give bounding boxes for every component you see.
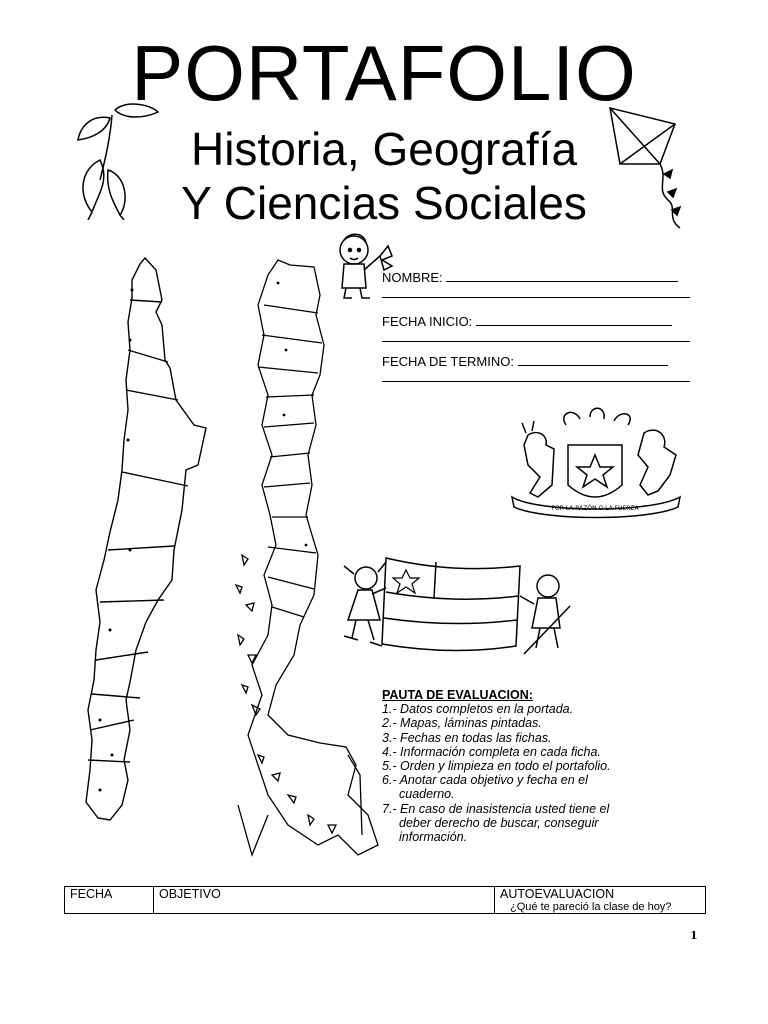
table-header-row xyxy=(65,887,706,914)
fecha-inicio-field[interactable] xyxy=(476,314,672,326)
flower-decoration-icon xyxy=(70,100,165,220)
nombre-field-line-2[interactable] xyxy=(382,297,690,298)
boy-pinwheel-icon xyxy=(332,230,402,302)
col-objetivo: OBJETIVO xyxy=(154,887,495,914)
col-fecha: FECHA xyxy=(65,887,154,914)
pauta-item: 5.- Orden y limpieza en todo el portafolio. xyxy=(382,759,611,774)
fecha-termino-field-line-2[interactable] xyxy=(382,381,690,382)
col-autoevaluacion xyxy=(495,887,706,914)
fecha-termino-label: FECHA DE TERMINO: xyxy=(382,354,514,369)
coat-of-arms-motto: POR LA RAZÓN O LA FUERZA xyxy=(551,505,639,512)
nombre-field[interactable] xyxy=(446,270,678,282)
coat-of-arms-icon xyxy=(498,405,692,523)
pauta-evaluacion xyxy=(382,688,682,844)
fecha-inicio-label: FECHA INICIO: xyxy=(382,314,473,329)
pauta-item-continued: cuaderno. xyxy=(399,787,455,802)
kite-decoration-icon xyxy=(590,104,690,234)
pauta-item-continued: deber derecho de buscar, conseguir xyxy=(399,815,599,830)
autoevaluacion-question: ¿Qué te pareció la clase de hoy? xyxy=(510,901,672,913)
subtitle-line-2: Y Ciencias Sociales xyxy=(181,177,587,229)
pauta-item: 4.- Información completa en cada ficha. xyxy=(382,744,601,759)
subtitle-line-1: Historia, Geografía xyxy=(190,123,578,175)
fecha-inicio-field-line-2[interactable] xyxy=(382,341,690,342)
nombre-row xyxy=(382,270,678,285)
fecha-termino-field[interactable] xyxy=(518,354,668,366)
page-number: 1 xyxy=(690,929,698,942)
pauta-item: 3.- Fechas en todas las fichas. xyxy=(382,730,552,745)
col-autoevaluacion-label: AUTOEVALUACION xyxy=(500,887,615,901)
pauta-item: 7.- En caso de inasistencia usted tiene el xyxy=(382,801,610,816)
pauta-item-continued: información. xyxy=(399,830,468,845)
kids-with-flag-illustration xyxy=(334,548,574,664)
pauta-item: 6.- Anotar cada objetivo y fecha en el xyxy=(382,773,588,788)
page-title: PORTAFOLIO xyxy=(131,29,637,117)
fecha-inicio-row xyxy=(382,314,672,329)
nombre-label: NOMBRE: xyxy=(382,270,443,285)
chile-map-regions-outline xyxy=(70,250,215,830)
fecha-termino-row xyxy=(382,354,668,369)
pauta-heading: PAUTA DE EVALUACION: xyxy=(382,688,533,702)
pauta-item: 2.- Mapas, láminas pintadas. xyxy=(382,716,542,731)
objectives-table xyxy=(64,886,706,914)
pauta-item: 1.- Datos completos en la portada. xyxy=(382,702,574,717)
